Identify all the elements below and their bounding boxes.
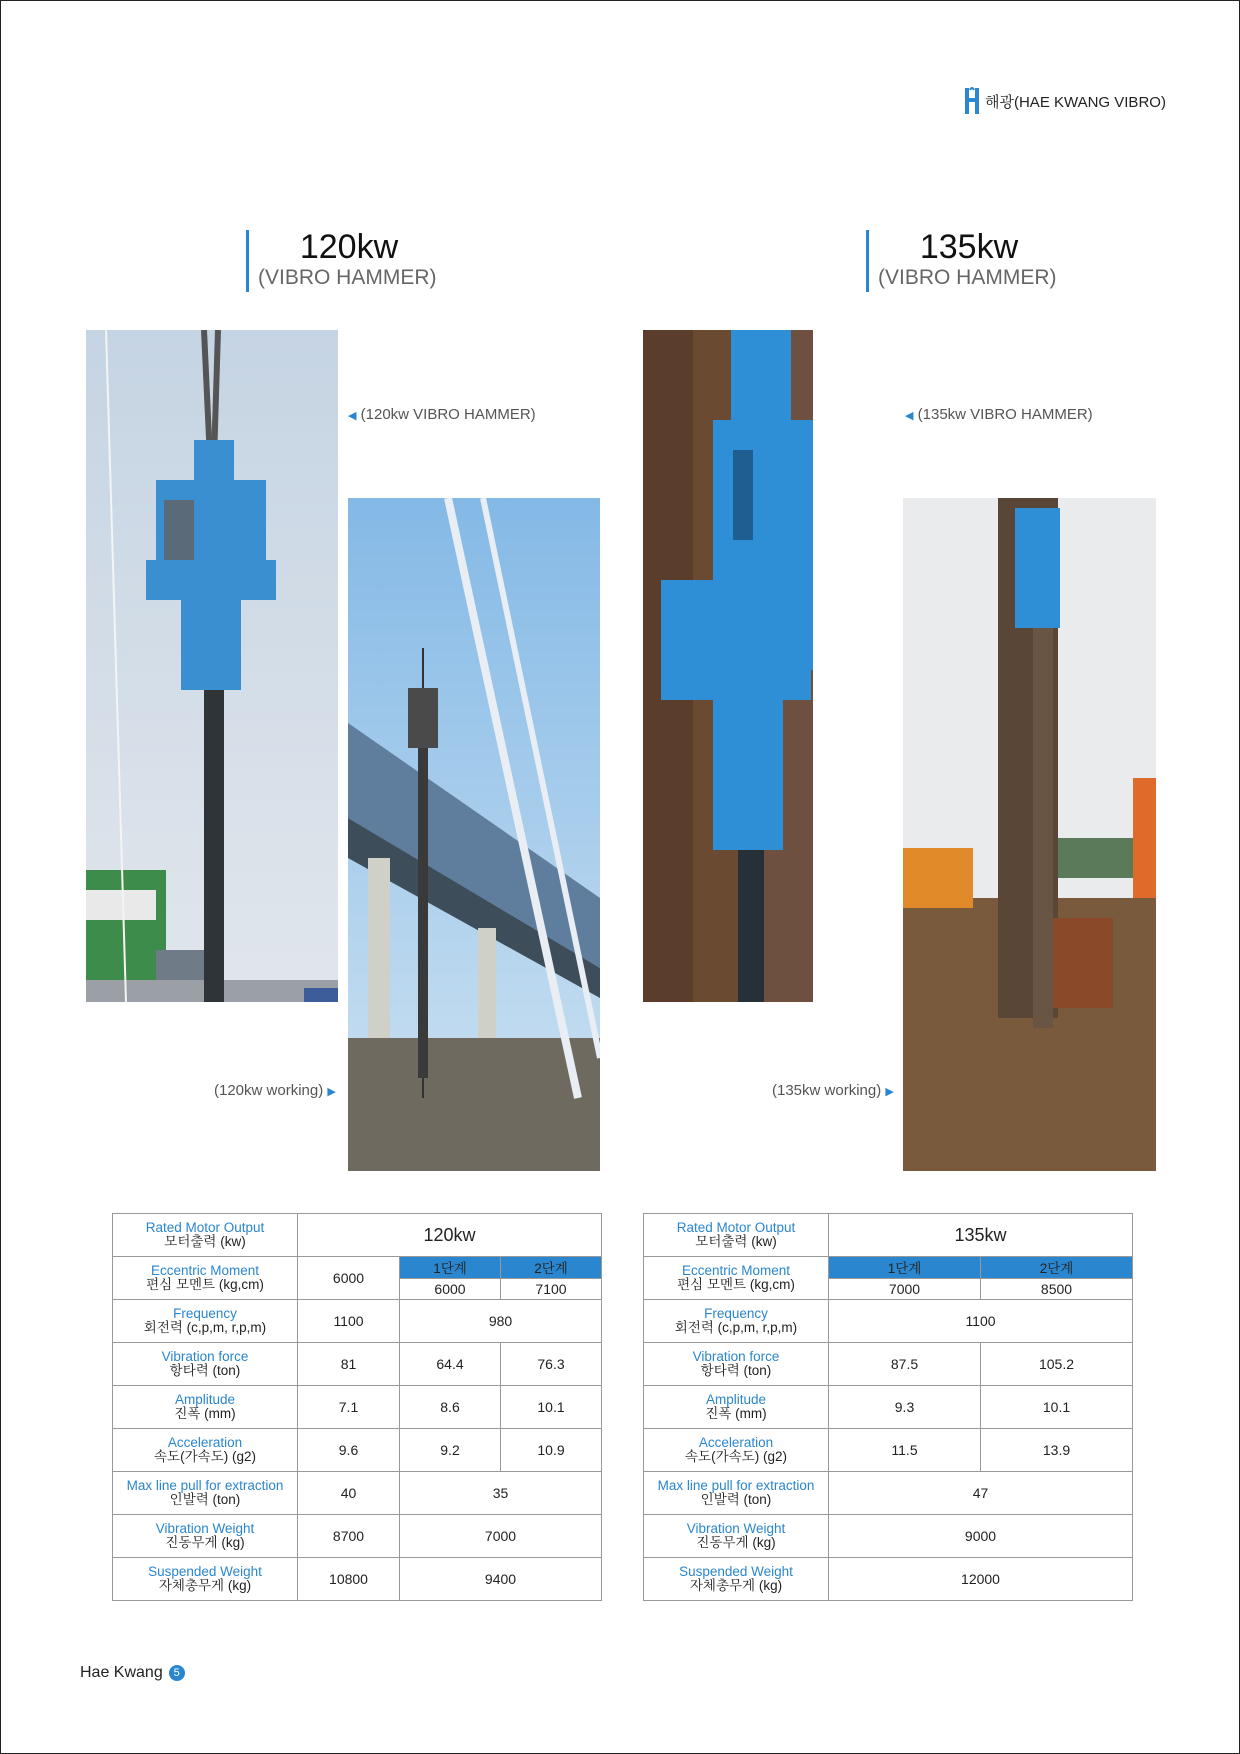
label-english: Amplitude — [174, 1392, 236, 1407]
label-korean: 진동무게 (kg) — [696, 1535, 776, 1550]
spec-value-cell: 64.4 — [400, 1343, 501, 1386]
spec-table-135kw — [643, 1213, 1133, 1601]
row-acceleration — [644, 1429, 1133, 1472]
label-english: Vibration force — [161, 1349, 249, 1364]
spec-label-cell — [644, 1257, 829, 1300]
photo-135kw-working — [903, 498, 1156, 1171]
spec-label-cell — [113, 1472, 298, 1515]
model-subtitle: (VIBRO HAMMER) — [258, 266, 437, 289]
spec-label-cell — [644, 1429, 829, 1472]
brand-logo-icon — [965, 86, 979, 116]
spec-value-cell: 980 — [400, 1300, 602, 1343]
photo-120kw-hammer — [86, 330, 338, 1002]
model-heading-120 — [246, 228, 437, 292]
row-frequency — [113, 1300, 602, 1343]
label-korean: 진폭 (mm) — [705, 1406, 767, 1421]
spec-table-120kw — [112, 1213, 602, 1601]
label-korean: 항타력 (ton) — [169, 1363, 241, 1378]
label-korean: 자체총무게 (kg) — [689, 1578, 783, 1593]
model-title: 135kw — [919, 228, 1019, 266]
label-english: Amplitude — [705, 1392, 767, 1407]
spec-label-cell — [113, 1300, 298, 1343]
spec-value-cell: 9.6 — [298, 1429, 400, 1472]
spec-value-cell: 7.1 — [298, 1386, 400, 1429]
label-english: Acceleration — [698, 1435, 774, 1450]
label-korean: 회전력 (c,p,m, r,p,m) — [674, 1320, 798, 1335]
spec-label-cell — [113, 1386, 298, 1429]
caption-text: (135kw VIBRO HAMMER) — [917, 406, 1093, 423]
row-suspended-weight — [644, 1558, 1133, 1601]
row-vibration-force — [644, 1343, 1133, 1386]
label-korean: 모터출력 (kw) — [695, 1234, 777, 1249]
spec-value-cell: 7000 — [829, 1278, 981, 1300]
spec-value-cell: 81 — [298, 1343, 400, 1386]
triangle-right-icon: ▶ — [327, 1086, 336, 1098]
spec-value-cell: 11.5 — [829, 1429, 981, 1472]
triangle-right-icon: ▶ — [885, 1086, 894, 1098]
row-suspended-weight — [113, 1558, 602, 1601]
spec-value-cell: 10800 — [298, 1558, 400, 1601]
label-english: Eccentric Moment — [681, 1263, 791, 1278]
page-number: 5 — [169, 1665, 185, 1681]
brand-name: 해광(HAE KWANG VIBRO) — [985, 93, 1166, 111]
spec-label-cell — [113, 1257, 298, 1300]
spec-value-cell: 40 — [298, 1472, 400, 1515]
spec-value-cell: 10.1 — [501, 1386, 602, 1429]
spec-value-cell: 8.6 — [400, 1386, 501, 1429]
label-english: Eccentric Moment — [150, 1263, 260, 1278]
label-english: Suspended Weight — [679, 1564, 793, 1579]
brand-header — [965, 86, 1166, 116]
spec-value-cell: 35 — [400, 1472, 602, 1515]
spec-value-cell: 47 — [829, 1472, 1133, 1515]
spec-value-cell: 105.2 — [981, 1343, 1133, 1386]
spec-label-cell — [113, 1558, 298, 1601]
spec-label-cell — [644, 1300, 829, 1343]
label-korean: 모터출력 (kw) — [164, 1234, 246, 1249]
model-title: 120kw — [299, 228, 399, 266]
stage1-header: 1단계 — [829, 1257, 981, 1279]
spec-value-cell: 9.2 — [400, 1429, 501, 1472]
spec-label-cell — [644, 1386, 829, 1429]
label-english: Max line pull for extraction — [126, 1478, 284, 1493]
spec-value-cell: 1100 — [298, 1300, 400, 1343]
stage2-header: 2단계 — [981, 1257, 1133, 1279]
row-vibration-force — [113, 1343, 602, 1386]
label-korean: 인발력 (ton) — [700, 1492, 772, 1507]
label-korean: 편심 모멘트 (kg,cm) — [677, 1277, 795, 1292]
spec-label-cell — [644, 1343, 829, 1386]
label-english: Max line pull for extraction — [657, 1478, 815, 1493]
spec-value-cell: 1100 — [829, 1300, 1133, 1343]
label-korean: 인발력 (ton) — [169, 1492, 241, 1507]
spec-value-cell: 7000 — [400, 1515, 602, 1558]
caption-text: (120kw VIBRO HAMMER) — [360, 406, 536, 423]
caption-135kw-working — [772, 1082, 894, 1099]
label-korean: 진폭 (mm) — [174, 1406, 236, 1421]
caption-135kw-hammer — [905, 406, 1093, 423]
row-amplitude — [113, 1386, 602, 1429]
row-acceleration — [113, 1429, 602, 1472]
triangle-left-icon: ◀ — [348, 410, 357, 422]
spec-value-cell: 87.5 — [829, 1343, 981, 1386]
spec-label-cell — [644, 1214, 829, 1257]
label-english: Frequency — [704, 1306, 768, 1321]
row-frequency — [644, 1300, 1133, 1343]
spec-label-cell — [113, 1214, 298, 1257]
spec-value-cell: 10.1 — [981, 1386, 1133, 1429]
photo-135kw-hammer — [643, 330, 813, 1002]
label-english: Frequency — [173, 1306, 237, 1321]
caption-120kw-hammer — [348, 406, 536, 423]
spec-label-cell — [644, 1515, 829, 1558]
row-eccentric-moment — [113, 1257, 602, 1279]
row-vibration-weight — [113, 1515, 602, 1558]
label-korean: 회전력 (c,p,m, r,p,m) — [143, 1320, 267, 1335]
row-max-line-pull — [644, 1472, 1133, 1515]
label-korean: 편심 모멘트 (kg,cm) — [146, 1277, 264, 1292]
caption-text: (135kw working) — [772, 1082, 882, 1099]
row-vibration-weight — [644, 1515, 1133, 1558]
label-english: Suspended Weight — [148, 1564, 262, 1579]
photo-120kw-working — [348, 498, 600, 1171]
footer-company: Hae Kwang — [80, 1664, 163, 1681]
spec-value-cell: 7100 — [501, 1278, 602, 1300]
row-amplitude — [644, 1386, 1133, 1429]
label-english: Vibration Weight — [155, 1521, 255, 1536]
model-subtitle: (VIBRO HAMMER) — [878, 266, 1057, 289]
spec-value-cell: 9400 — [400, 1558, 602, 1601]
motor-value: 120kw — [298, 1214, 602, 1257]
spec-value-cell: 6000 — [298, 1257, 400, 1300]
spec-value-cell: 76.3 — [501, 1343, 602, 1386]
caption-text: (120kw working) — [214, 1082, 324, 1099]
label-english: Rated Motor Output — [145, 1220, 265, 1235]
label-korean: 자체총무게 (kg) — [158, 1578, 252, 1593]
label-english: Vibration Weight — [686, 1521, 786, 1536]
spec-label-cell — [644, 1472, 829, 1515]
row-eccentric-moment — [644, 1257, 1133, 1279]
spec-value-cell: 9.3 — [829, 1386, 981, 1429]
spec-value-cell: 10.9 — [501, 1429, 602, 1472]
motor-value: 135kw — [829, 1214, 1133, 1257]
caption-120kw-working — [214, 1082, 336, 1099]
spec-label-cell — [113, 1343, 298, 1386]
spec-value-cell: 6000 — [400, 1278, 501, 1300]
label-korean: 속도(가속도) (g2) — [154, 1449, 256, 1464]
model-heading-135 — [866, 228, 1057, 292]
spec-label-cell — [113, 1429, 298, 1472]
stage1-header: 1단계 — [400, 1257, 501, 1279]
row-motor-output — [113, 1214, 602, 1257]
spec-value-cell: 8500 — [981, 1278, 1133, 1300]
stage2-header: 2단계 — [501, 1257, 602, 1279]
label-korean: 진동무게 (kg) — [165, 1535, 245, 1550]
row-max-line-pull — [113, 1472, 602, 1515]
spec-label-cell — [113, 1515, 298, 1558]
label-korean: 항타력 (ton) — [700, 1363, 772, 1378]
triangle-left-icon: ◀ — [905, 410, 914, 422]
spec-value-cell: 13.9 — [981, 1429, 1133, 1472]
label-english: Vibration force — [692, 1349, 780, 1364]
page-footer — [80, 1664, 185, 1682]
row-motor-output — [644, 1214, 1133, 1257]
label-english: Rated Motor Output — [676, 1220, 796, 1235]
spec-value-cell: 12000 — [829, 1558, 1133, 1601]
label-english: Acceleration — [167, 1435, 243, 1450]
spec-value-cell: 9000 — [829, 1515, 1133, 1558]
spec-value-cell: 8700 — [298, 1515, 400, 1558]
label-korean: 속도(가속도) (g2) — [685, 1449, 787, 1464]
spec-label-cell — [644, 1558, 829, 1601]
